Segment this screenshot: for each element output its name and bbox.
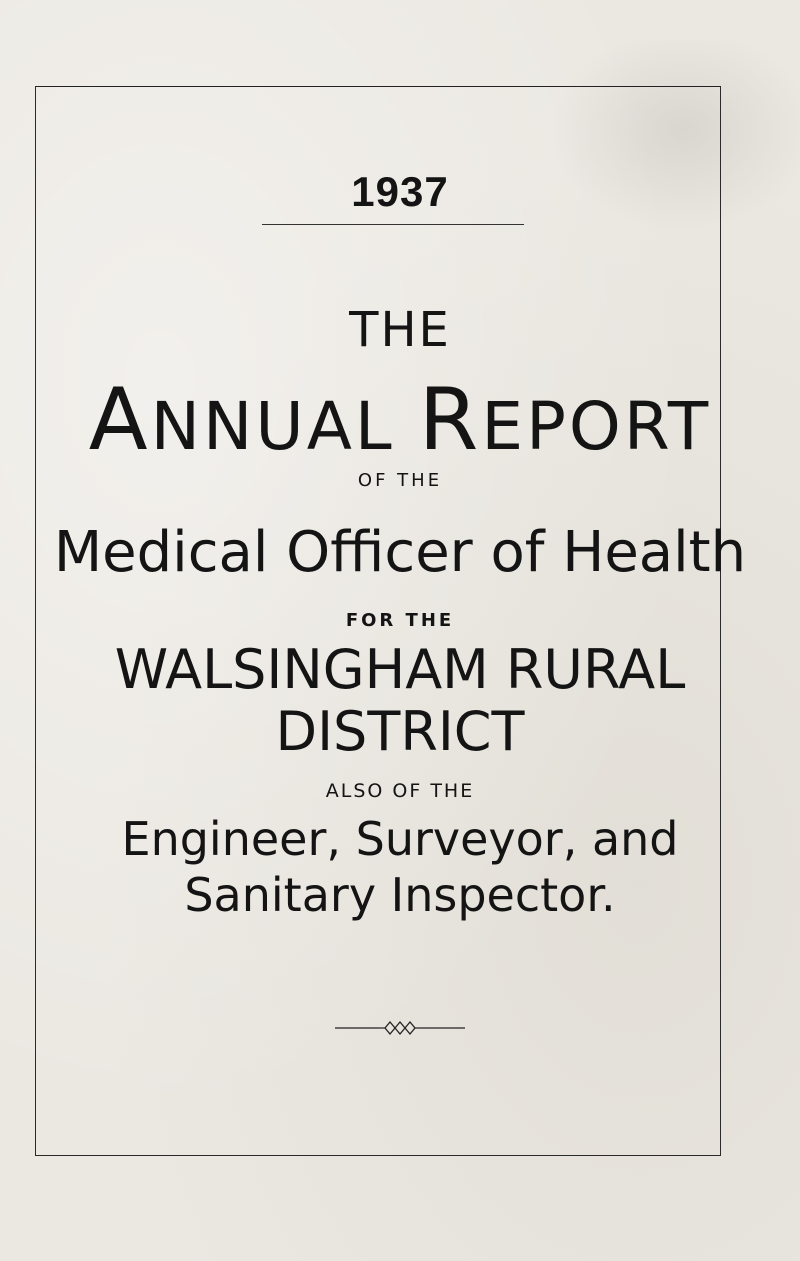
- title-annual-rest: NNUAL: [150, 388, 395, 465]
- engineer-line: Engineer, Surveyor, and: [121, 812, 679, 866]
- label-for-the: FOR THE: [345, 610, 455, 631]
- officer-title: Medical Officer of Health: [53, 520, 747, 585]
- inspector-line: Sanitary Inspector.: [184, 868, 616, 922]
- title-annual-report: [0, 370, 800, 470]
- label-of-the: OF THE: [357, 470, 443, 491]
- title-the: THE: [349, 302, 451, 358]
- diamond-rule-ornament-icon: [0, 1020, 800, 1036]
- label-also-of-the: ALSO OF THE: [325, 780, 475, 802]
- title-cap-r: R: [418, 370, 482, 470]
- title-report-rest: EPORT: [481, 388, 712, 465]
- report-year: 1937: [351, 168, 449, 215]
- district-word: DISTRICT: [275, 700, 525, 763]
- district-name: WALSINGHAM RURAL: [114, 638, 686, 701]
- title-cap-a: A: [88, 370, 151, 470]
- year-underline: [262, 224, 524, 225]
